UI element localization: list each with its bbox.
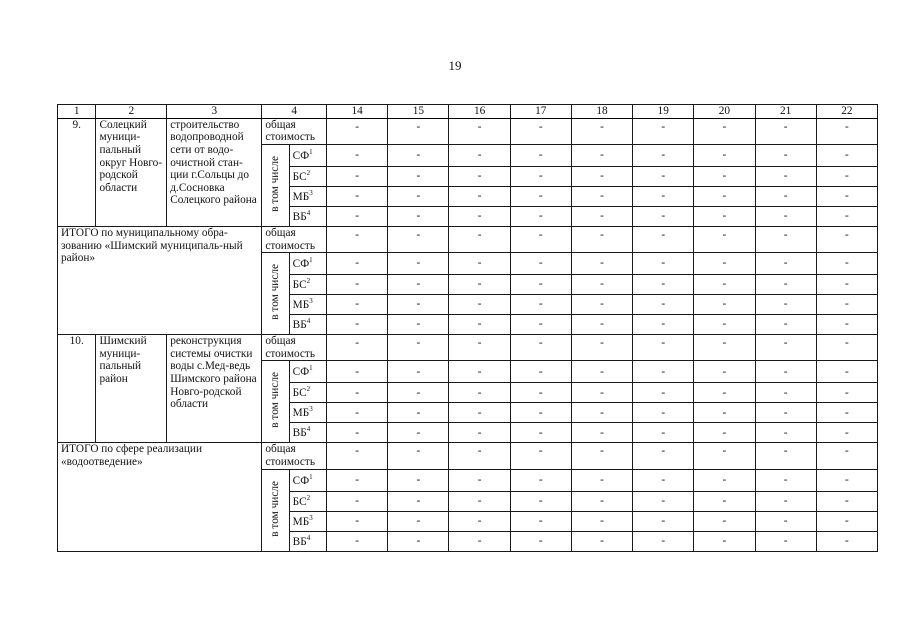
table-row [58,443,878,469]
source-footnote: 1 [309,472,313,481]
value-cell: - [449,206,510,226]
source-footnote: 1 [309,364,313,373]
value-cell: - [449,403,510,423]
value-cell: - [755,226,816,252]
value-cell: - [633,335,694,361]
page-number: 19 [448,58,462,73]
header-cell: 19 [633,105,694,119]
value-cell: - [388,531,449,551]
value-cell: - [327,295,388,315]
municipality-cell: Шимский муници-пальный район [96,335,167,443]
total-cost-label: общая стоимость [262,118,327,144]
municipality-cell: Солецкий муници-пальный округ Новго-родской области [96,118,167,226]
value-cell: - [633,118,694,144]
source-code [289,531,326,551]
value-cell: - [755,315,816,335]
value-cell: - [755,403,816,423]
value-cell: - [327,531,388,551]
total-cost-label: общая стоимость [262,335,327,361]
value-cell: - [327,443,388,469]
value-cell: - [510,144,571,166]
value-cell: - [388,118,449,144]
value-cell: - [510,443,571,469]
value-cell: - [449,531,510,551]
source-code [289,166,326,186]
value-cell: - [449,511,510,531]
value-cell: - [571,403,632,423]
value-cell: - [388,253,449,275]
value-cell: - [388,206,449,226]
value-cell: - [633,531,694,551]
value-cell: - [571,335,632,361]
value-cell: - [510,491,571,511]
value-cell: - [571,315,632,335]
value-cell: - [571,253,632,275]
value-cell: - [449,295,510,315]
value-cell: - [755,206,816,226]
value-cell: - [510,166,571,186]
source-code [289,295,326,315]
value-cell: - [755,423,816,443]
source-footnote: 2 [306,277,311,285]
value-cell: - [633,383,694,403]
value-cell: - [571,443,632,469]
value-cell: - [510,423,571,443]
value-cell: - [510,469,571,491]
header-cell: 18 [571,105,632,119]
value-cell: - [694,335,755,361]
source-code [289,144,326,166]
source-code-text: БС [292,278,307,291]
in-total-text: в том числе [269,480,282,537]
source-footnote: 4 [306,425,311,434]
value-cell: - [327,383,388,403]
value-cell: - [327,118,388,144]
value-cell: - [694,186,755,206]
value-cell: - [633,186,694,206]
source-footnote: 3 [309,188,313,197]
value-cell: - [633,469,694,491]
project-cell: реконструкция системы очистки воды с.Мед-ведь Шимского района Новго-родской области [167,335,262,443]
value-cell: - [510,206,571,226]
value-cell: - [449,253,510,275]
value-cell: - [510,275,571,295]
value-cell: - [327,226,388,252]
source-code [289,186,326,206]
source-code [289,469,326,491]
source-footnote: 1 [309,256,313,264]
value-cell: - [388,423,449,443]
value-cell: - [327,361,388,383]
value-cell: - [633,315,694,335]
value-cell: - [327,144,388,166]
value-cell: - [694,511,755,531]
value-cell: - [510,186,571,206]
value-cell: - [388,144,449,166]
value-cell: - [327,186,388,206]
value-cell: - [755,186,816,206]
value-cell: - [694,144,755,166]
value-cell: - [755,253,816,275]
source-code-text: СФ [292,257,310,270]
in-total-label [262,144,289,226]
value-cell: - [755,275,816,295]
source-code-text: ВБ [292,427,307,440]
total-cost-label: общая стоимость [262,226,327,252]
value-cell: - [816,403,877,423]
value-cell: - [694,118,755,144]
value-cell: - [388,383,449,403]
value-cell: - [755,166,816,186]
row-number: 10. [58,335,96,443]
value-cell: - [694,206,755,226]
value-cell: - [694,226,755,252]
value-cell: - [755,383,816,403]
value-cell: - [510,531,571,551]
value-cell: - [388,186,449,206]
value-cell: - [755,118,816,144]
value-cell: - [449,118,510,144]
value-cell: - [388,275,449,295]
value-cell: - [388,443,449,469]
value-cell: - [816,469,877,491]
value-cell: - [571,226,632,252]
header-cell: 17 [510,105,571,119]
source-footnote: 1 [309,147,313,156]
financing-table [57,104,878,552]
value-cell: - [449,335,510,361]
value-cell: - [449,361,510,383]
value-cell: - [571,295,632,315]
source-code [289,491,326,511]
source-footnote: 4 [306,317,311,325]
source-code [289,403,326,423]
value-cell: - [633,443,694,469]
table-row [58,335,878,361]
value-cell: - [571,186,632,206]
header-cell: 20 [694,105,755,119]
header-cell: 21 [755,105,816,119]
value-cell: - [755,469,816,491]
value-cell: - [571,491,632,511]
value-cell: - [327,511,388,531]
value-cell: - [510,253,571,275]
value-cell: - [694,491,755,511]
value-cell: - [449,423,510,443]
value-cell: - [388,469,449,491]
value-cell: - [694,443,755,469]
value-cell: - [694,166,755,186]
value-cell: - [694,295,755,315]
table-row [58,226,878,252]
source-footnote: 3 [309,513,313,522]
value-cell: - [510,511,571,531]
value-cell: - [816,511,877,531]
value-cell: - [571,206,632,226]
value-cell: - [388,315,449,335]
value-cell: - [571,361,632,383]
value-cell: - [327,403,388,423]
source-code [289,361,326,383]
value-cell: - [755,531,816,551]
value-cell: - [816,118,877,144]
value-cell: - [510,315,571,335]
value-cell: - [816,186,877,206]
value-cell: - [633,206,694,226]
value-cell: - [571,531,632,551]
value-cell: - [449,491,510,511]
source-footnote: 2 [306,168,311,177]
value-cell: - [449,315,510,335]
value-cell: - [694,469,755,491]
source-code-text: МБ [292,298,310,311]
value-cell: - [755,335,816,361]
value-cell: - [694,403,755,423]
value-cell: - [694,531,755,551]
value-cell: - [694,423,755,443]
value-cell: - [510,403,571,423]
value-cell: - [571,144,632,166]
value-cell: - [388,166,449,186]
value-cell: - [388,491,449,511]
in-total-text: в том числе [269,372,282,429]
value-cell: - [449,275,510,295]
value-cell: - [571,166,632,186]
source-footnote: 4 [306,533,311,542]
value-cell: - [633,295,694,315]
value-cell: - [388,361,449,383]
value-cell: - [816,315,877,335]
value-cell: - [449,469,510,491]
header-cell: 16 [449,105,510,119]
value-cell: - [327,335,388,361]
project-cell: строительство водопроводной сети от водо-очистной стан-ции г.Сольцы до д.Сосновка Солецкого района [167,118,262,226]
value-cell: - [816,226,877,252]
value-cell: - [633,491,694,511]
source-code [289,253,326,275]
source-footnote: 2 [306,493,311,502]
source-code [289,315,326,335]
value-cell: - [327,491,388,511]
source-code-text: ВБ [292,210,307,223]
source-footnote: 3 [309,297,313,305]
value-cell: - [694,361,755,383]
value-cell: - [449,186,510,206]
in-total-text: в том числе [269,264,282,320]
value-cell: - [633,423,694,443]
value-cell: - [327,423,388,443]
source-code-text: ВБ [292,318,307,331]
value-cell: - [816,531,877,551]
value-cell: - [449,443,510,469]
value-cell: - [816,144,877,166]
value-cell: - [755,295,816,315]
value-cell: - [633,253,694,275]
value-cell: - [816,335,877,361]
value-cell: - [755,443,816,469]
row-number: 9. [58,118,96,226]
source-code-text: СФ [292,474,310,487]
value-cell: - [816,361,877,383]
value-cell: - [633,144,694,166]
value-cell: - [327,206,388,226]
source-code-text: СФ [292,149,310,162]
source-code-text: БС [292,495,307,508]
value-cell: - [816,491,877,511]
value-cell: - [571,118,632,144]
value-cell: - [633,511,694,531]
total-cost-label: общая стоимость [262,443,327,469]
value-cell: - [816,206,877,226]
source-code-text: БС [292,170,307,183]
value-cell: - [388,295,449,315]
source-code-text: СФ [292,366,310,379]
value-cell: - [571,511,632,531]
table-row [58,118,878,144]
source-footnote: 4 [306,208,311,217]
source-code [289,511,326,531]
header-cell: 2 [96,105,167,119]
value-cell: - [510,335,571,361]
value-cell: - [816,166,877,186]
value-cell: - [755,511,816,531]
value-cell: - [571,469,632,491]
value-cell: - [694,253,755,275]
header-cell: 15 [388,105,449,119]
source-code [289,275,326,295]
value-cell: - [510,118,571,144]
header-cell: 4 [262,105,327,119]
value-cell: - [816,253,877,275]
value-cell: - [633,275,694,295]
value-cell: - [388,335,449,361]
value-cell: - [327,275,388,295]
value-cell: - [388,511,449,531]
header-row [58,105,878,119]
value-cell: - [633,403,694,423]
value-cell: - [633,166,694,186]
header-cell: 1 [58,105,96,119]
value-cell: - [571,383,632,403]
value-cell: - [327,469,388,491]
source-code [289,383,326,403]
value-cell: - [633,361,694,383]
value-cell: - [816,443,877,469]
value-cell: - [755,491,816,511]
source-code-text: БС [292,387,307,400]
value-cell: - [327,253,388,275]
value-cell: - [816,295,877,315]
value-cell: - [449,166,510,186]
header-cell: 22 [816,105,877,119]
in-total-text: в том числе [269,155,282,212]
in-total-label [262,361,289,443]
total-label: ИТОГО по сфере реализации «водоотведение» [58,443,262,551]
value-cell: - [816,423,877,443]
value-cell: - [388,226,449,252]
value-cell: - [571,275,632,295]
header-cell: 14 [327,105,388,119]
source-footnote: 3 [309,405,313,414]
value-cell: - [816,275,877,295]
value-cell: - [633,226,694,252]
value-cell: - [510,361,571,383]
in-total-label [262,469,289,551]
value-cell: - [755,144,816,166]
source-code-text: МБ [292,190,310,203]
source-code [289,423,326,443]
value-cell: - [694,383,755,403]
value-cell: - [327,315,388,335]
value-cell: - [694,315,755,335]
in-total-label [262,253,289,335]
value-cell: - [694,275,755,295]
value-cell: - [449,144,510,166]
value-cell: - [510,226,571,252]
total-label: ИТОГО по муниципальному обра-зованию «Шимский муниципаль-ный район» [58,226,262,334]
source-code-text: МБ [292,515,310,528]
value-cell: - [510,295,571,315]
value-cell: - [510,383,571,403]
source-code-text: МБ [292,407,310,420]
value-cell: - [571,423,632,443]
source-code [289,206,326,226]
value-cell: - [816,383,877,403]
value-cell: - [755,361,816,383]
value-cell: - [449,226,510,252]
value-cell: - [449,383,510,403]
header-cell: 3 [167,105,262,119]
source-footnote: 2 [306,385,311,394]
value-cell: - [327,166,388,186]
source-code-text: ВБ [292,535,307,548]
value-cell: - [388,403,449,423]
